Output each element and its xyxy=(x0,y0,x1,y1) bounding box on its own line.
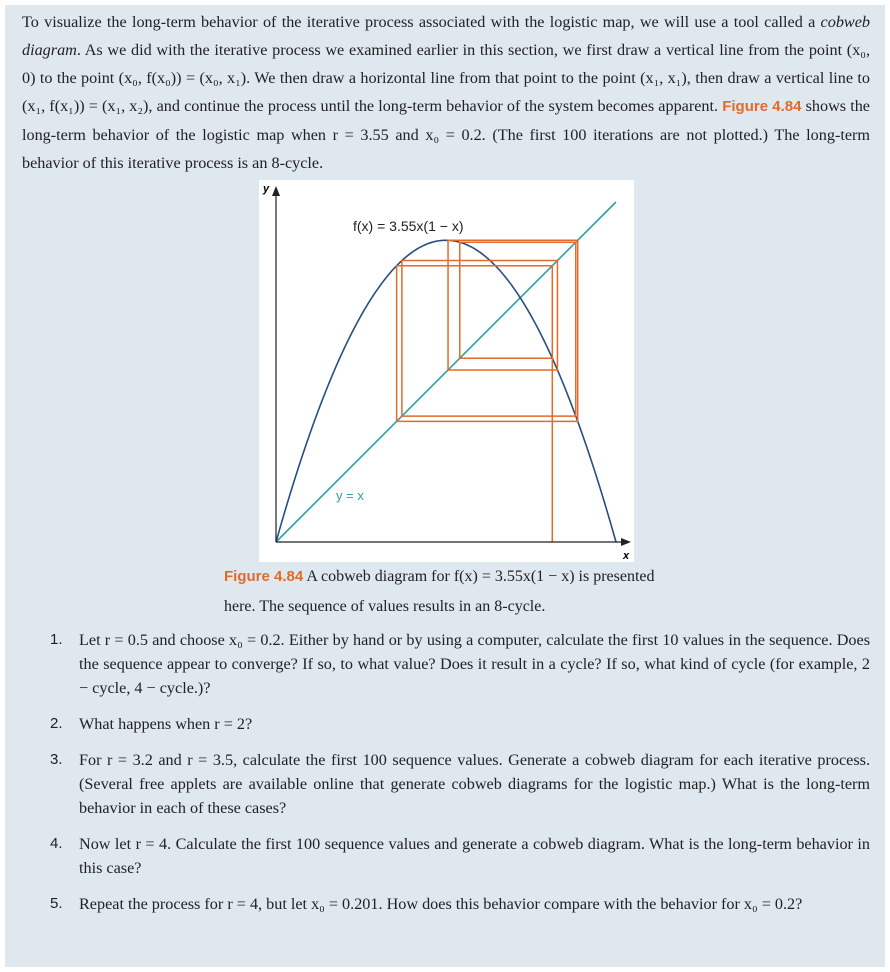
exercise-number: 5. xyxy=(50,895,63,912)
exercise-list xyxy=(0,628,870,928)
logistic-curve xyxy=(276,240,616,542)
exercise-item xyxy=(0,628,870,700)
diagonal-label: y = x xyxy=(336,488,364,503)
exercise-item xyxy=(0,748,870,820)
caption-text: A cobweb diagram for f(x) = 3.55x(1 − x) is presented here. The sequence of values results in an 8-cycle. xyxy=(224,568,655,615)
intro-paragraph xyxy=(22,8,870,177)
curve-label: f(x) = 3.55x(1 − x) xyxy=(353,218,464,234)
cobweb-chart xyxy=(259,180,634,562)
exercise-text: Let r = 0.5 and choose x₀ = 0.2. Either by hand or by using a computer, calculate the first 10 values in the sequence. Does the sequence appear to converge? If so, to what value? Does it result in a cycle? If so, what kind of cycle (for example, 2 − cycle, 4 − cycle.)? xyxy=(79,631,870,697)
exercise-item xyxy=(0,832,870,880)
exercise-text: What happens when r = 2? xyxy=(79,715,253,733)
cobweb-figure xyxy=(259,180,634,562)
exercise-text: Now let r = 4. Calculate the first 100 sequence values and generate a cobweb diagram. What is the long-term behavior in this case? xyxy=(79,835,870,877)
diagonal-line xyxy=(276,202,616,542)
exercise-number: 4. xyxy=(50,835,63,852)
figure-caption xyxy=(224,562,664,622)
exercise-text: For r = 3.2 and r = 3.5, calculate the first 100 sequence values. Generate a cobweb diagram for each iterative process. (Several free applets are available online that generate cobweb diagrams for the logistic map.) What is the long-term behavior in each of these cases? xyxy=(79,751,870,817)
exercise-item xyxy=(0,712,870,736)
caption-label: Figure 4.84 xyxy=(224,568,304,585)
y-axis-arrow-icon xyxy=(272,186,280,196)
intro-text-2: . As we did with the iterative process we examined earlier in this section, we first draw a vertical line from the point (x₀, 0) to the point (x₀, f(x₀)) = (x₀, x₁). We then draw a horizontal line from that point to the point (x₁, x₁), then draw a vertical line to (x₁, f(x₁)) = (x₁, x₂), and continue the process until the long-term behavior of the system becomes apparent. xyxy=(22,41,870,115)
exercise-number: 3. xyxy=(50,751,63,768)
exercise-number: 1. xyxy=(50,631,63,648)
x-axis-arrow-icon xyxy=(621,538,631,546)
figure-reference-link[interactable]: Figure 4.84 xyxy=(722,98,802,115)
intro-emphasis: cobweb diagram xyxy=(22,13,870,59)
exercise-item xyxy=(0,892,870,916)
x-axis-label: x xyxy=(623,550,630,562)
intro-text-1: To visualize the long-term behavior of the iterative process associated with the logistic map, we will use a tool called a xyxy=(22,13,821,31)
y-axis-label: y xyxy=(263,183,270,195)
exercise-number: 2. xyxy=(50,715,63,732)
cobweb-path xyxy=(397,240,578,542)
exercise-text: Repeat the process for r = 4, but let x₀ = 0.201. How does this behavior compare with the behavior for x₀ = 0.2? xyxy=(79,895,803,913)
intro-text-3: shows the long-term behavior of the logistic map when r = 3.55 and x₀ = 0.2. (The first 100 iterations are not plotted.) The long-term behavior of this iterative process is an 8-cycle. xyxy=(22,97,870,172)
